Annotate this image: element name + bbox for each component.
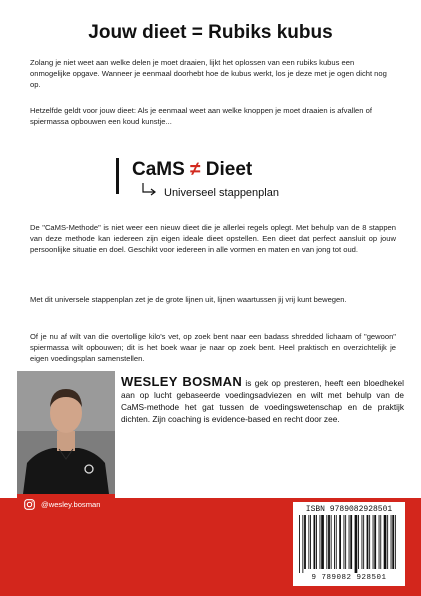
page-title: Jouw dieet = Rubiks kubus [88, 22, 333, 43]
barcode-digits: 9 789082 928501 [311, 574, 387, 582]
method-paragraph: De "CaMS-Methode" is niet weer een nieuw dieet die je allerlei regels oplegt. Met behulp van de 8 stappen van deze methode kan iedereen zijn eigen ideale dieet opstellen. Een dieet dat perfect aansluit op jouw persoonlijke situatie en doel. Geschikt voor iedereen in alle vormen en maten en van jong tot oud. [30, 223, 396, 255]
author-bio [121, 376, 404, 425]
barcode-stripe [339, 515, 341, 569]
cams-heading [132, 159, 252, 181]
author-name: WESLEY BOSMAN [121, 374, 243, 389]
barcode-stripe [336, 515, 337, 569]
barcode-stripe [379, 515, 380, 569]
barcode-stripe [374, 515, 376, 569]
barcode-stripe [299, 515, 300, 573]
barcode-stripe [391, 515, 392, 569]
barcode-stripe [304, 515, 306, 569]
barcode-stripe [373, 515, 374, 569]
barcode-stripe [369, 515, 370, 569]
barcode-stripe [326, 515, 327, 569]
barcode-stripe [387, 515, 388, 569]
barcode-stripe [331, 515, 332, 569]
instagram-link[interactable] [17, 494, 115, 514]
barcode-stripe [344, 515, 345, 569]
barcode-stripe [308, 515, 309, 569]
barcode-stripe [321, 515, 324, 569]
barcode-stripe [302, 515, 303, 573]
instagram-handle: @wesley.bosman [41, 499, 101, 509]
barcode-stripe [395, 515, 396, 569]
intro-paragraph: Zolang je niet weet aan welke delen je moet draaien, lijkt het oplossen van een rubiks kubus een onmogelijke opgave. Wanneer je eenmaal doorhebt hoe de kubus werkt, los je deze met je ogen dicht nog op. [30, 58, 387, 90]
barcode-stripe [349, 515, 350, 569]
barcode-stripe [314, 515, 316, 569]
arrow-right-icon [141, 182, 157, 196]
isbn-barcode [293, 502, 405, 586]
diet-paragraph: Hetzelfde geldt voor jouw dieet: Als je eenmaal weet aan welke knoppen je moet draaien is afvallen of spiermassa opbouwen een koud kunstje... [30, 106, 372, 127]
barcode-stripe [350, 515, 352, 569]
barcode-stripe [363, 515, 364, 569]
barcode-stripe [316, 515, 317, 569]
goal-paragraph: Of je nu af wilt van die overtollige kilo's vet, op zoek bent naar een badass shredded lichaam of "gewoon" spiermassa wilt opbouwen; dit is het boek waar je naar op zoek bent. Heel praktisch en overzichtelijk je eigen voedingsplan samenstellen. [30, 332, 396, 364]
cams-subtitle: Universeel stappenplan [164, 187, 279, 199]
barcode-stripe [334, 515, 335, 569]
barcode-stripe [392, 515, 394, 569]
cams-left-label: CaMS [132, 159, 185, 180]
cams-right-label: Dieet [205, 159, 253, 180]
not-equal-symbol: ≠ [190, 159, 201, 180]
isbn-label: ISBN 9789082928501 [305, 505, 393, 514]
author-photo [17, 371, 115, 494]
barcode-stripe [345, 515, 346, 569]
barcode-stripe [362, 515, 363, 569]
cams-accent-bar [116, 158, 119, 194]
barcode-stripe [380, 515, 381, 569]
plan-paragraph: Met dit universele stappenplan zet je de grote lijnen uit, lijnen waartussen jij vrij kunt bewegen. [30, 295, 347, 304]
barcode-stripe [367, 515, 369, 569]
instagram-icon [24, 499, 35, 510]
barcode-stripe [358, 515, 359, 569]
barcode-stripe [384, 515, 387, 569]
barcode-stripe [355, 515, 358, 573]
author-bio-text: is gek op presteren, heeft een bloedhekel aan op lucht gebaseerde voedingsadviezen en wilt met behulp van de CaMS-methode het gat tussen de voedingswetenschap en de praktijk dichten. Zijn coaching is evidence-based en recht door zee. [121, 378, 404, 425]
barcode-stripe [320, 515, 321, 569]
barcode-bars [299, 515, 399, 573]
barcode-stripe [328, 515, 330, 569]
barcode-stripe [310, 515, 311, 569]
